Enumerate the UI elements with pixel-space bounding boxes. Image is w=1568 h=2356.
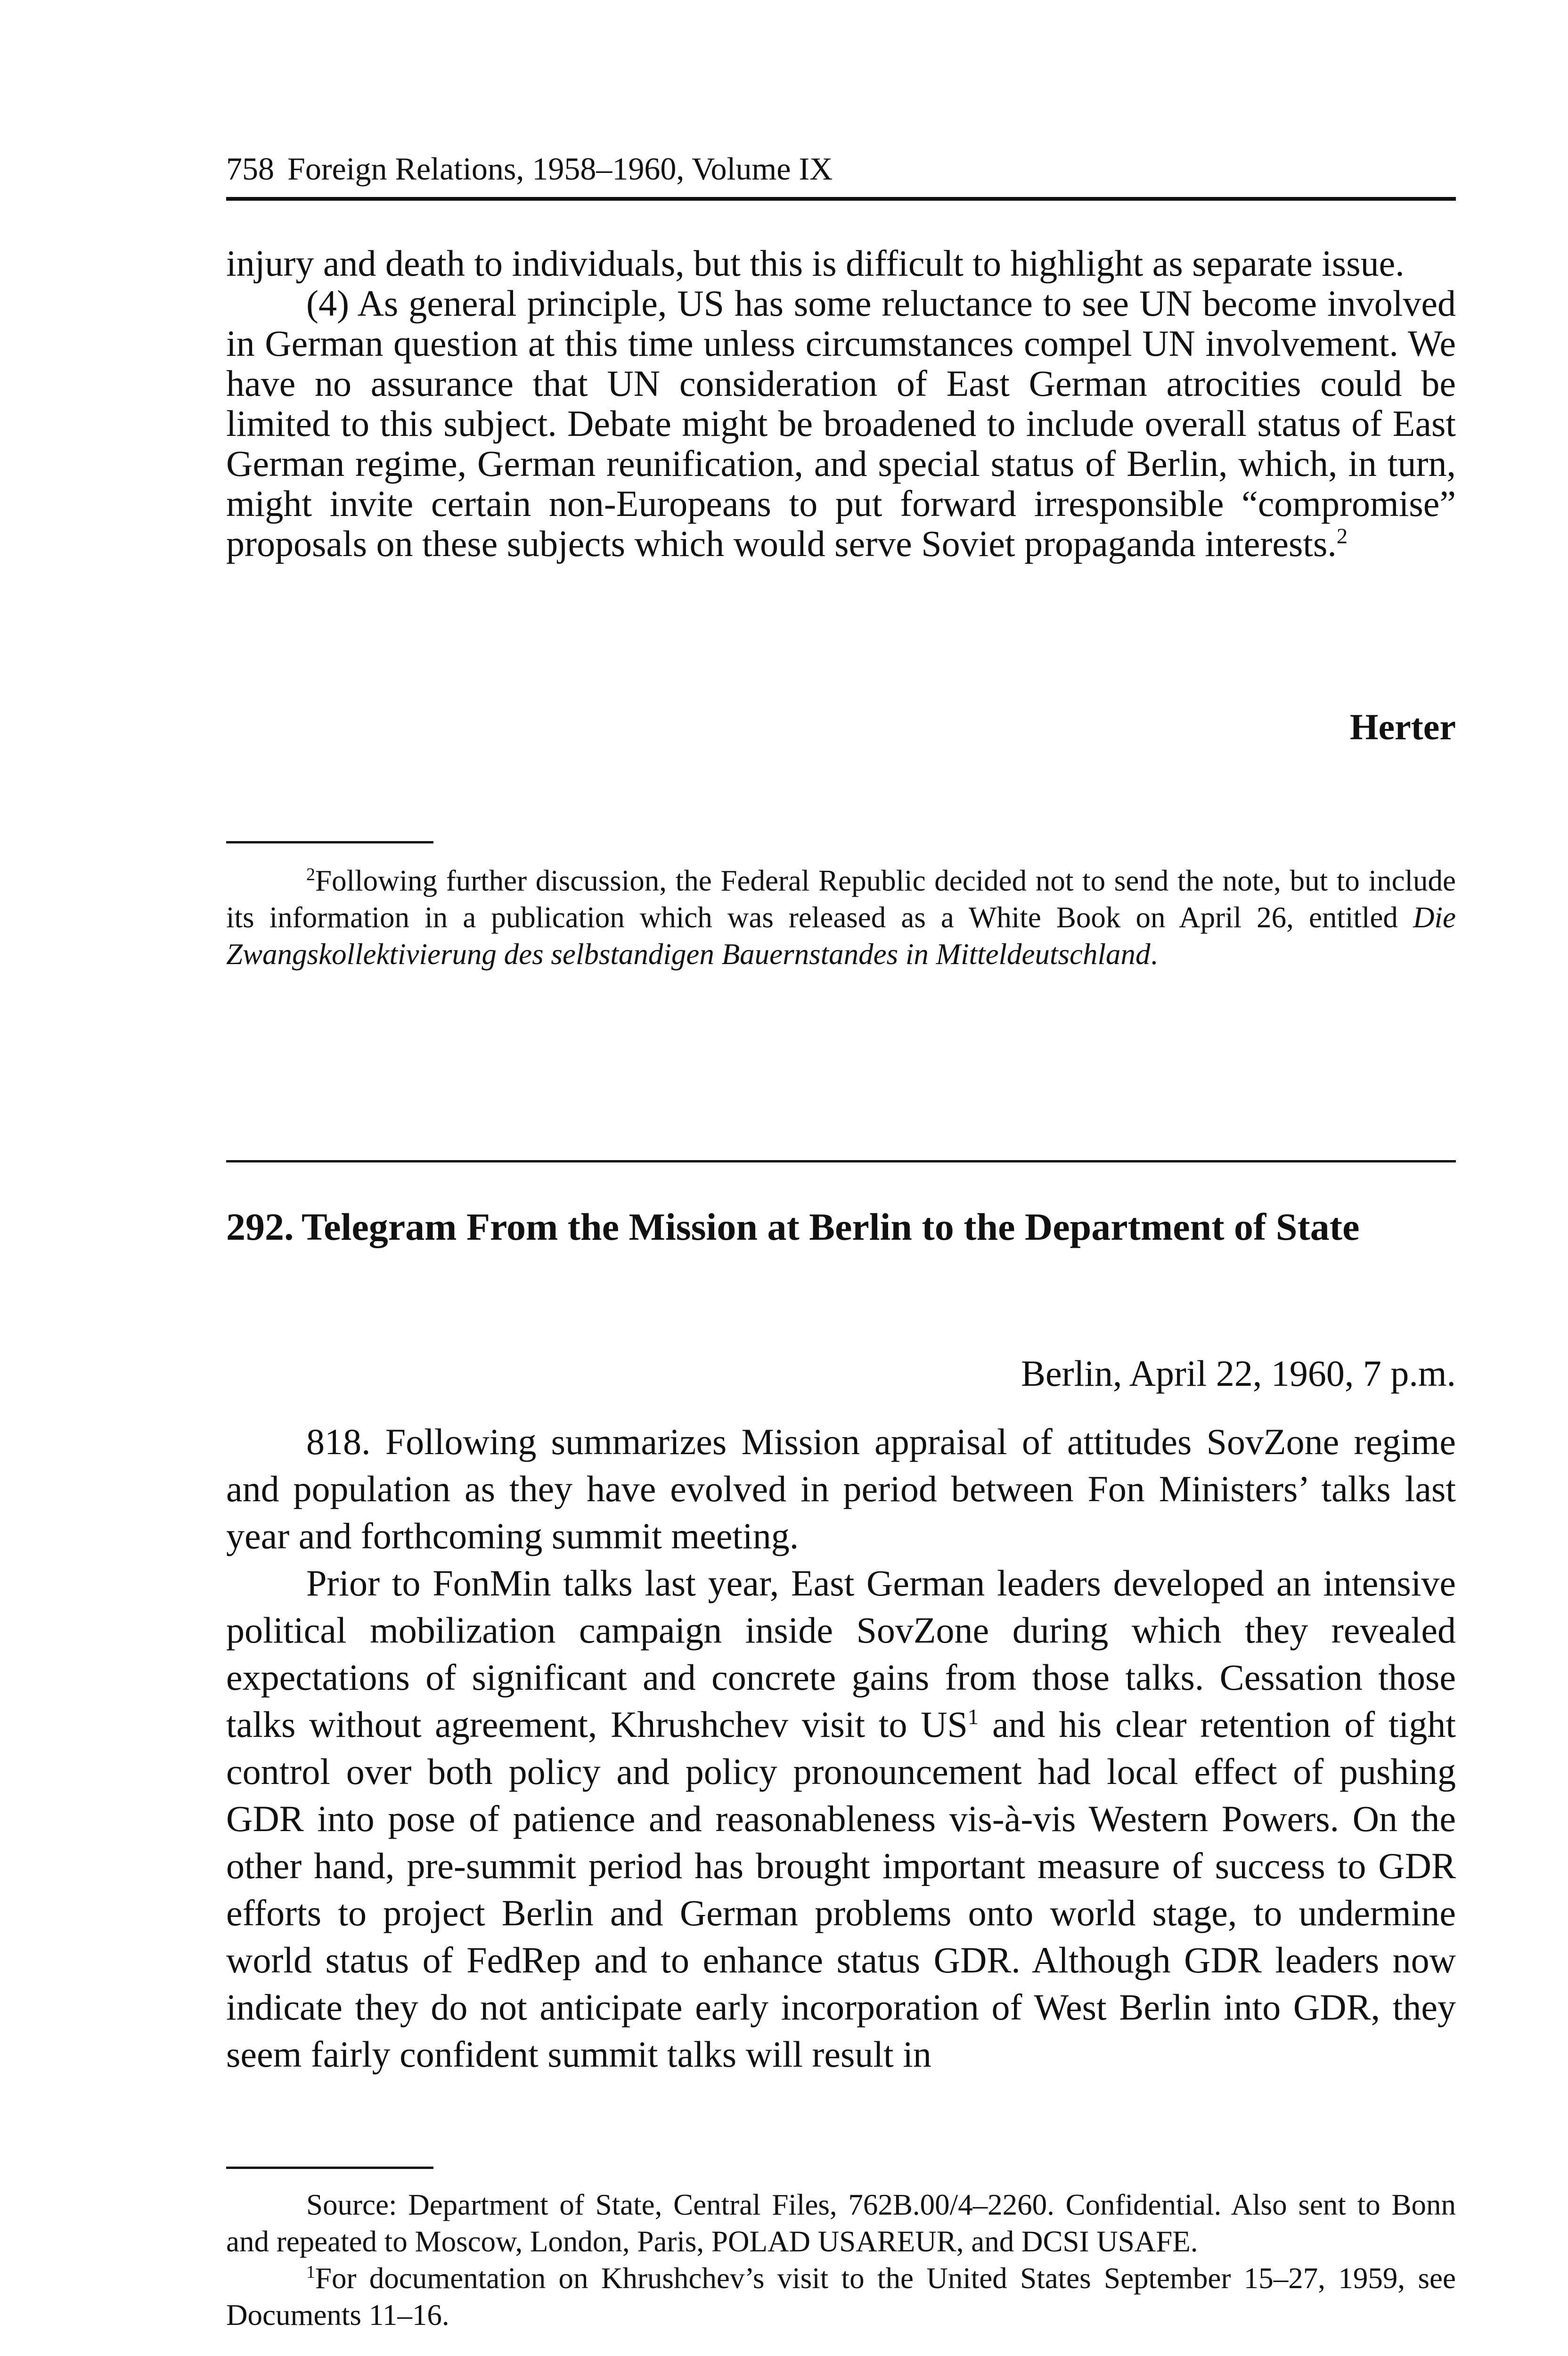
page-number: 758 — [226, 151, 274, 187]
running-title: Foreign Relations, 1958–1960, Volume IX — [287, 151, 833, 187]
continuation-paragraph-2 — [226, 283, 1456, 564]
footnote-rule-top — [226, 841, 433, 843]
document-heading — [226, 1202, 1456, 1252]
footnote-2-paragraph — [226, 862, 1456, 973]
footnote-1-text: For documentation on Khrushchev’s visit to the United States September 15–27, 1959, see Documents 11–16. — [226, 2262, 1456, 2331]
document-paragraph-2-text-a: Prior to FonMin talks last year, East German leaders developed an intensive political mobilization campaign inside SovZone during which they revealed expectations of significant and concrete gains from those talks. Cessation those talks without agreement, Khrushchev visit to US — [226, 1562, 1456, 1745]
footnote-2-book-title: Die Zwangskollektivierung des selbstandigen Bauernstandes in Mitteldeutschland — [226, 901, 1456, 971]
footnote-2-text: Following further discussion, the Federal Republic decided not to send the note, but to include its information in a publication which was released as a White Book on April 26, entitled — [226, 864, 1456, 934]
document-body — [226, 1418, 1456, 2078]
document-paragraph-1-text: 818. Following summarizes Mission appraisal of attitudes SovZone regime and population as they have evolved in period between Fon Ministers’ talks last year and forthcoming summit meeting. — [226, 1421, 1456, 1556]
footnote-2 — [226, 862, 1456, 973]
continuation-paragraph-2-text: (4) As general principle, US has some reluctance to see UN become involved in German question at this time unless circumstances compel UN involvement. We have no assurance that UN consideration of East German atrocities could be limited to this subject. Debate might be broadened to include overall status of East German regime, German reunification, and special status of Berlin, which, in turn, might invite certain non-Europeans to put forward irresponsible “compromise” proposals on these subjects which would serve Soviet propaganda interests. — [226, 283, 1456, 564]
document-paragraph-2 — [226, 1560, 1456, 2078]
running-head — [226, 150, 1456, 188]
footnote-ref-2[interactable]: 2 — [1336, 524, 1348, 548]
dateline: Berlin, April 22, 1960, 7 p.m. — [1021, 1353, 1456, 1394]
footnote-2-end: . — [1150, 938, 1158, 971]
document-number: 292. — [226, 1205, 294, 1248]
signature: Herter — [1349, 706, 1456, 747]
document-separator-rule — [226, 1160, 1456, 1162]
footnote-ref-1[interactable]: 1 — [967, 1705, 979, 1729]
header-rule — [226, 197, 1456, 201]
continuation-paragraph-1-text: injury and death to individuals, but this is difficult to highlight as separate issue. — [226, 243, 1405, 284]
document-paragraph-2-text-b: and his clear retention of tight control over both policy and policy pronouncement had local effect of pushing GDR into pose of patience and reasonableness vis-à-vis Western Powers. On the other hand, pre-summit period has brought important measure of success to GDR efforts to project Berlin and German problems onto world stage, to undermine world status of FedRep and to enhance status GDR. Although GDR leaders now indicate they do not anticipate early incorporation of West Berlin into GDR, they seem fairly confident summit talks will result in — [226, 1704, 1456, 2075]
footnote-1 — [226, 2260, 1456, 2333]
source-note: Source: Department of State, Central Files, 762B.00/4–2260. Confidential. Also sent to Bonn and repeated to Moscow, London, Paris, POLAD USAREUR, and DCSI USAFE. — [226, 2188, 1456, 2258]
bottom-footnotes — [226, 2186, 1456, 2333]
continuation-text — [226, 243, 1456, 564]
footnote-1-marker: 1 — [306, 2262, 315, 2282]
document-paragraph-1 — [226, 1418, 1456, 1560]
footnote-2-marker: 2 — [306, 865, 315, 884]
document-title: Telegram From the Mission at Berlin to the Department of State — [302, 1205, 1360, 1248]
continuation-paragraph-1 — [226, 243, 1456, 283]
footnote-rule-bottom — [226, 2167, 433, 2169]
